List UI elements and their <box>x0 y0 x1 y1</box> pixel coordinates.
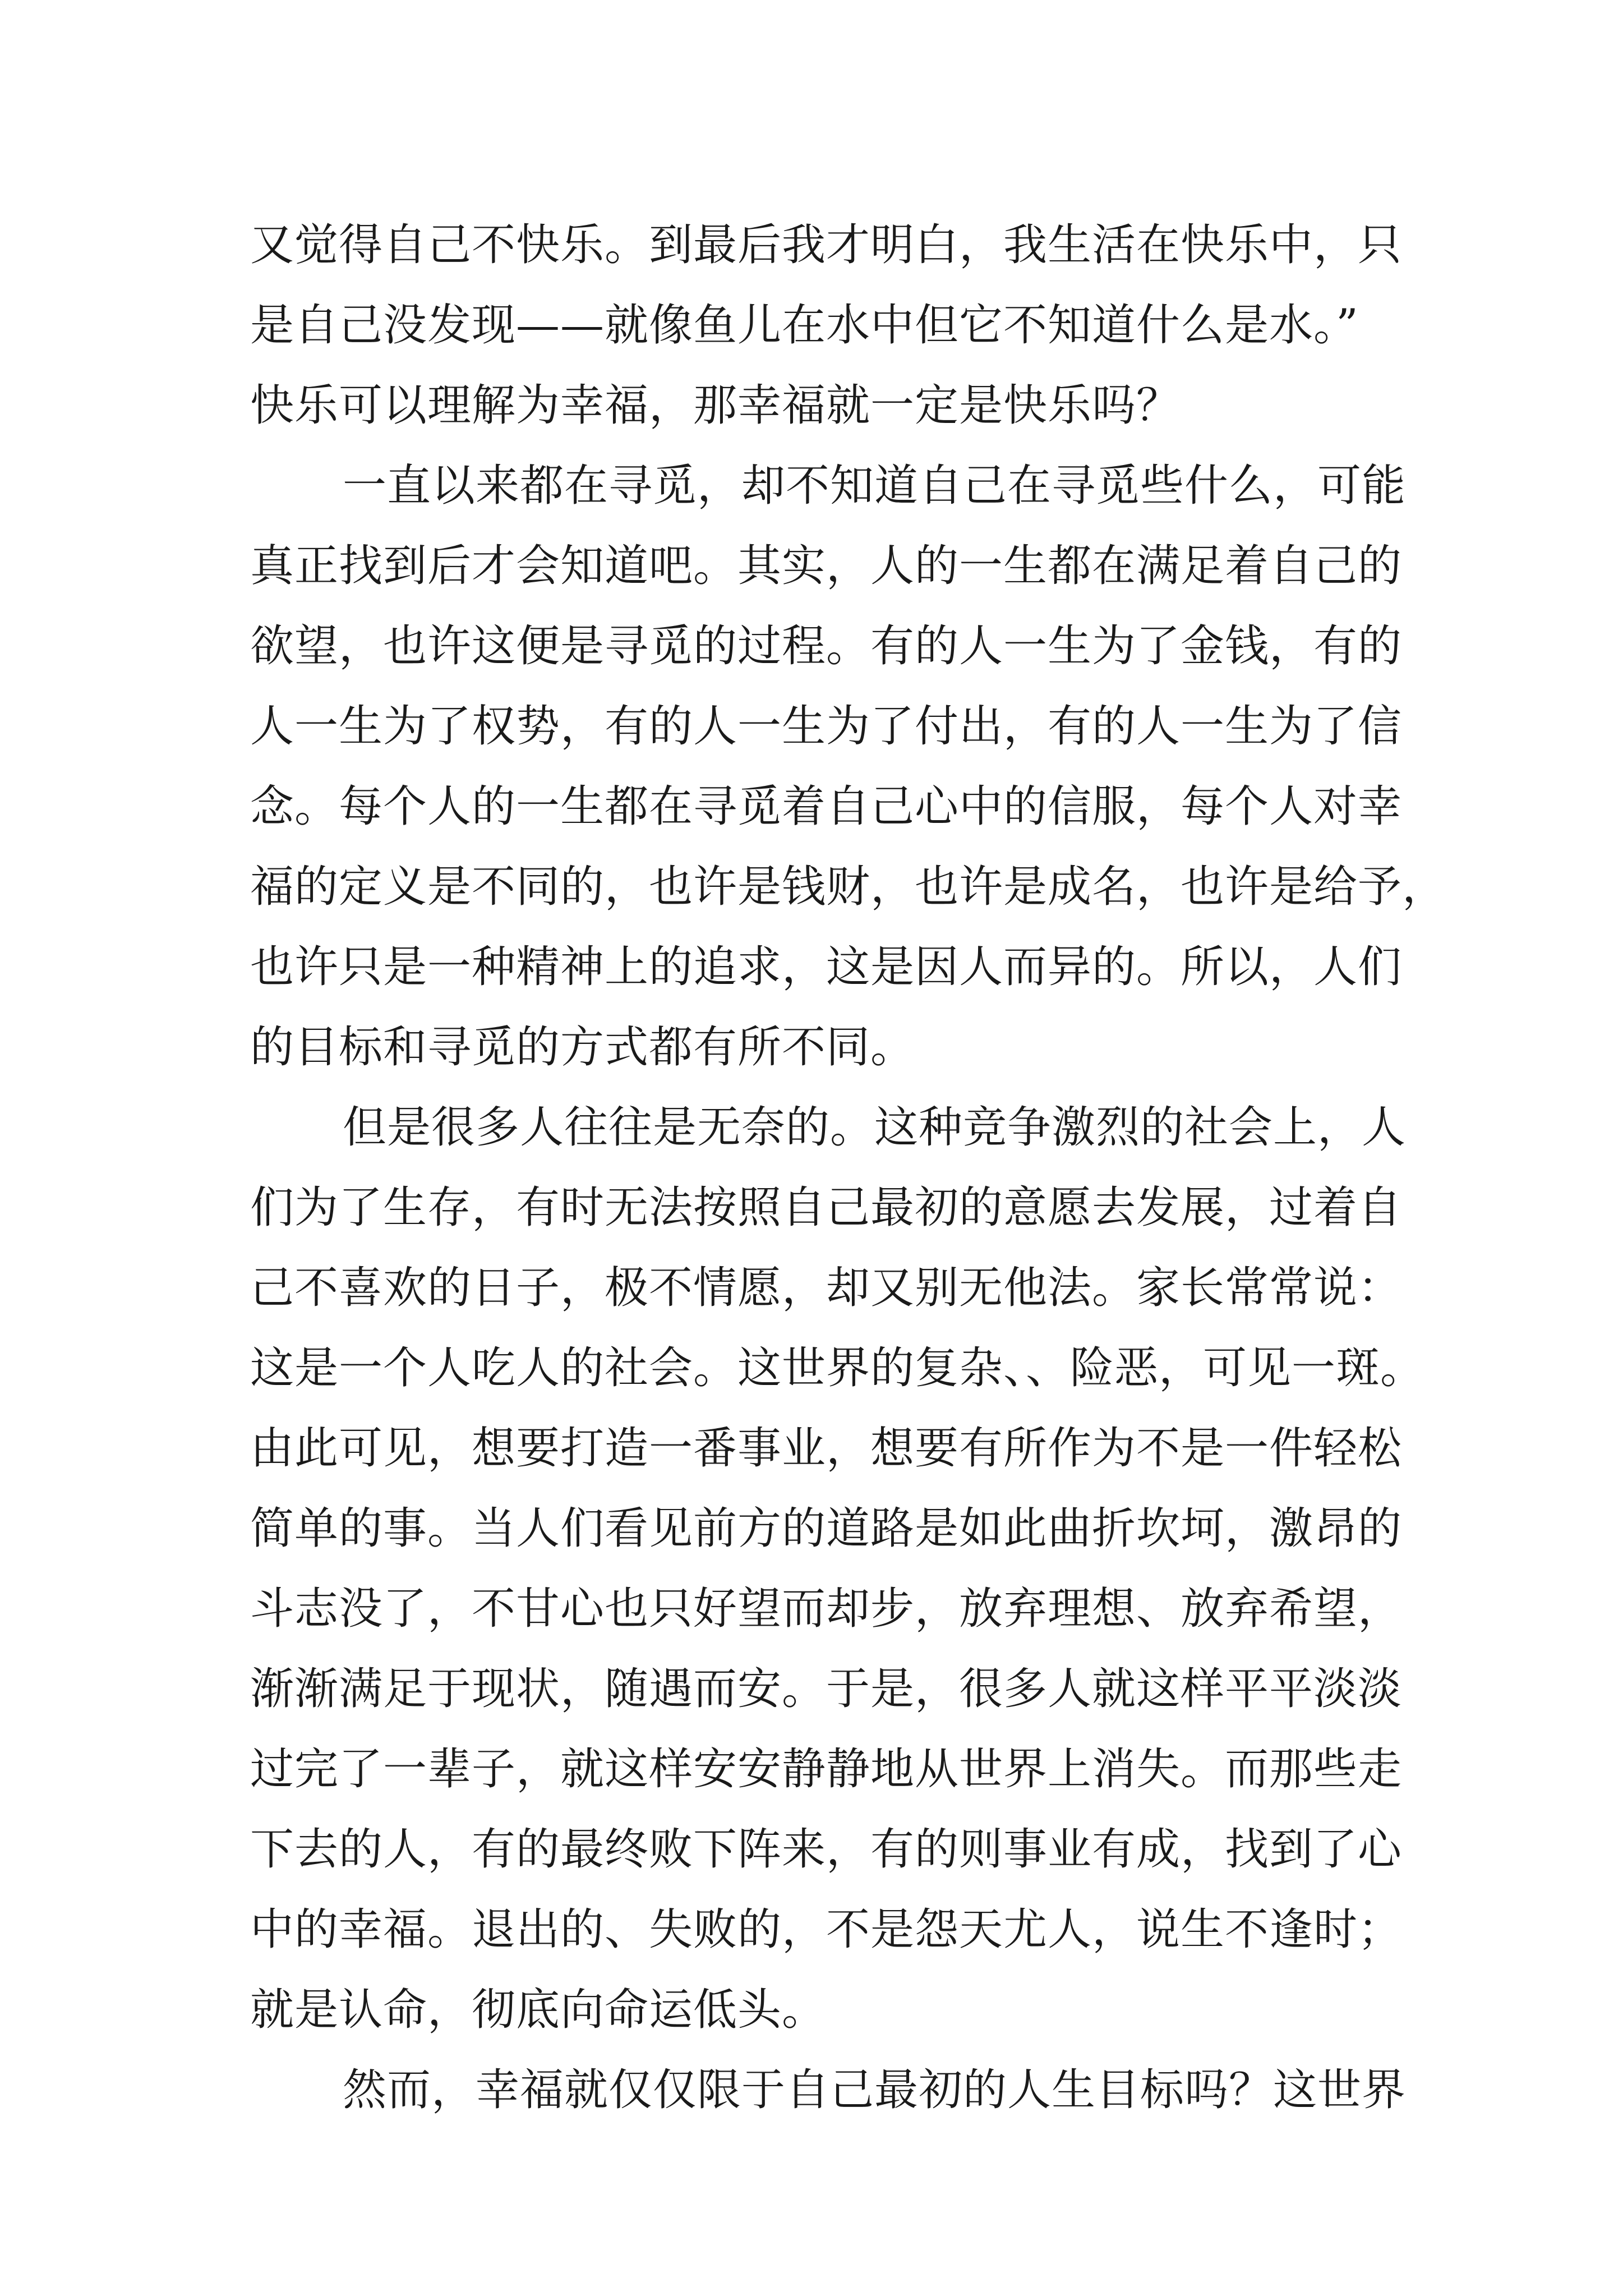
text-line: 快乐可以理解为幸福，那幸福就一定是快乐吗？ <box>250 380 1181 431</box>
text-line: 是自己没发现——就像鱼儿在水中但它不知道什么是水。” <box>250 300 1359 351</box>
text-line: 的目标和寻觅的方式都有所不同。 <box>250 1022 915 1073</box>
text-line: 真正找到后才会知道吧。其实，人的一生都在满足着自己的 <box>250 541 1403 591</box>
text-line: 简单的事。当人们看见前方的道路是如此曲折坎坷，激昂的 <box>250 1503 1403 1554</box>
paragraph-start-line: 但是很多人往往是无奈的。这种竞争激烈的社会上，人 <box>343 1102 1407 1153</box>
text-line: 中的幸福。退出的、失败的，不是怨天尤人，说生不逢时； <box>250 1904 1403 1955</box>
text-line: 这是一个人吃人的社会。这世界的复杂、、险恶，可见一斑。 <box>250 1343 1425 1393</box>
text-line: 人一生为了权势，有的人一生为了付出，有的人一生为了信 <box>250 701 1403 752</box>
body-text <box>250 205 1447 2131</box>
text-line: 念。每个人的一生都在寻觅着自己心中的信服，每个人对幸 <box>250 781 1403 832</box>
paragraph-start-line: 一直以来都在寻觅，却不知道自己在寻觅些什么，可能 <box>343 461 1407 511</box>
text-line: 就是认命，彻底向命运低头。 <box>250 1985 827 2035</box>
text-line: 渐渐满足于现状，随遇而安。于是，很多人就这样平平淡淡 <box>250 1664 1403 1714</box>
text-line: 由此可见，想要打造一番事业，想要有所作为不是一件轻松 <box>250 1423 1403 1474</box>
text-line: 们为了生存，有时无法按照自己最初的意愿去发展，过着自 <box>250 1182 1403 1233</box>
paragraph-start-line: 然而，幸福就仅仅限于自己最初的人生目标吗？这世界 <box>343 2065 1407 2115</box>
text-line: 福的定义是不同的，也许是钱财，也许是成名，也许是给予， <box>250 862 1447 912</box>
text-line: 过完了一辈子，就这样安安静静地从世界上消失。而那些走 <box>250 1744 1403 1795</box>
text-line: 也许只是一种精神上的追求，这是因人而异的。所以，人们 <box>250 942 1403 992</box>
text-line: 又觉得自己不快乐。到最后我才明白，我生活在快乐中，只 <box>250 220 1403 270</box>
text-line: 欲望，也许这便是寻觅的过程。有的人一生为了金钱，有的 <box>250 621 1403 671</box>
text-line: 下去的人，有的最终败下阵来，有的则事业有成，找到了心 <box>250 1824 1403 1875</box>
text-line: 己不喜欢的日子，极不情愿，却又别无他法。家长常常说： <box>250 1263 1403 1313</box>
text-line: 斗志没了，不甘心也只好望而却步，放弃理想、放弃希望， <box>250 1584 1403 1634</box>
